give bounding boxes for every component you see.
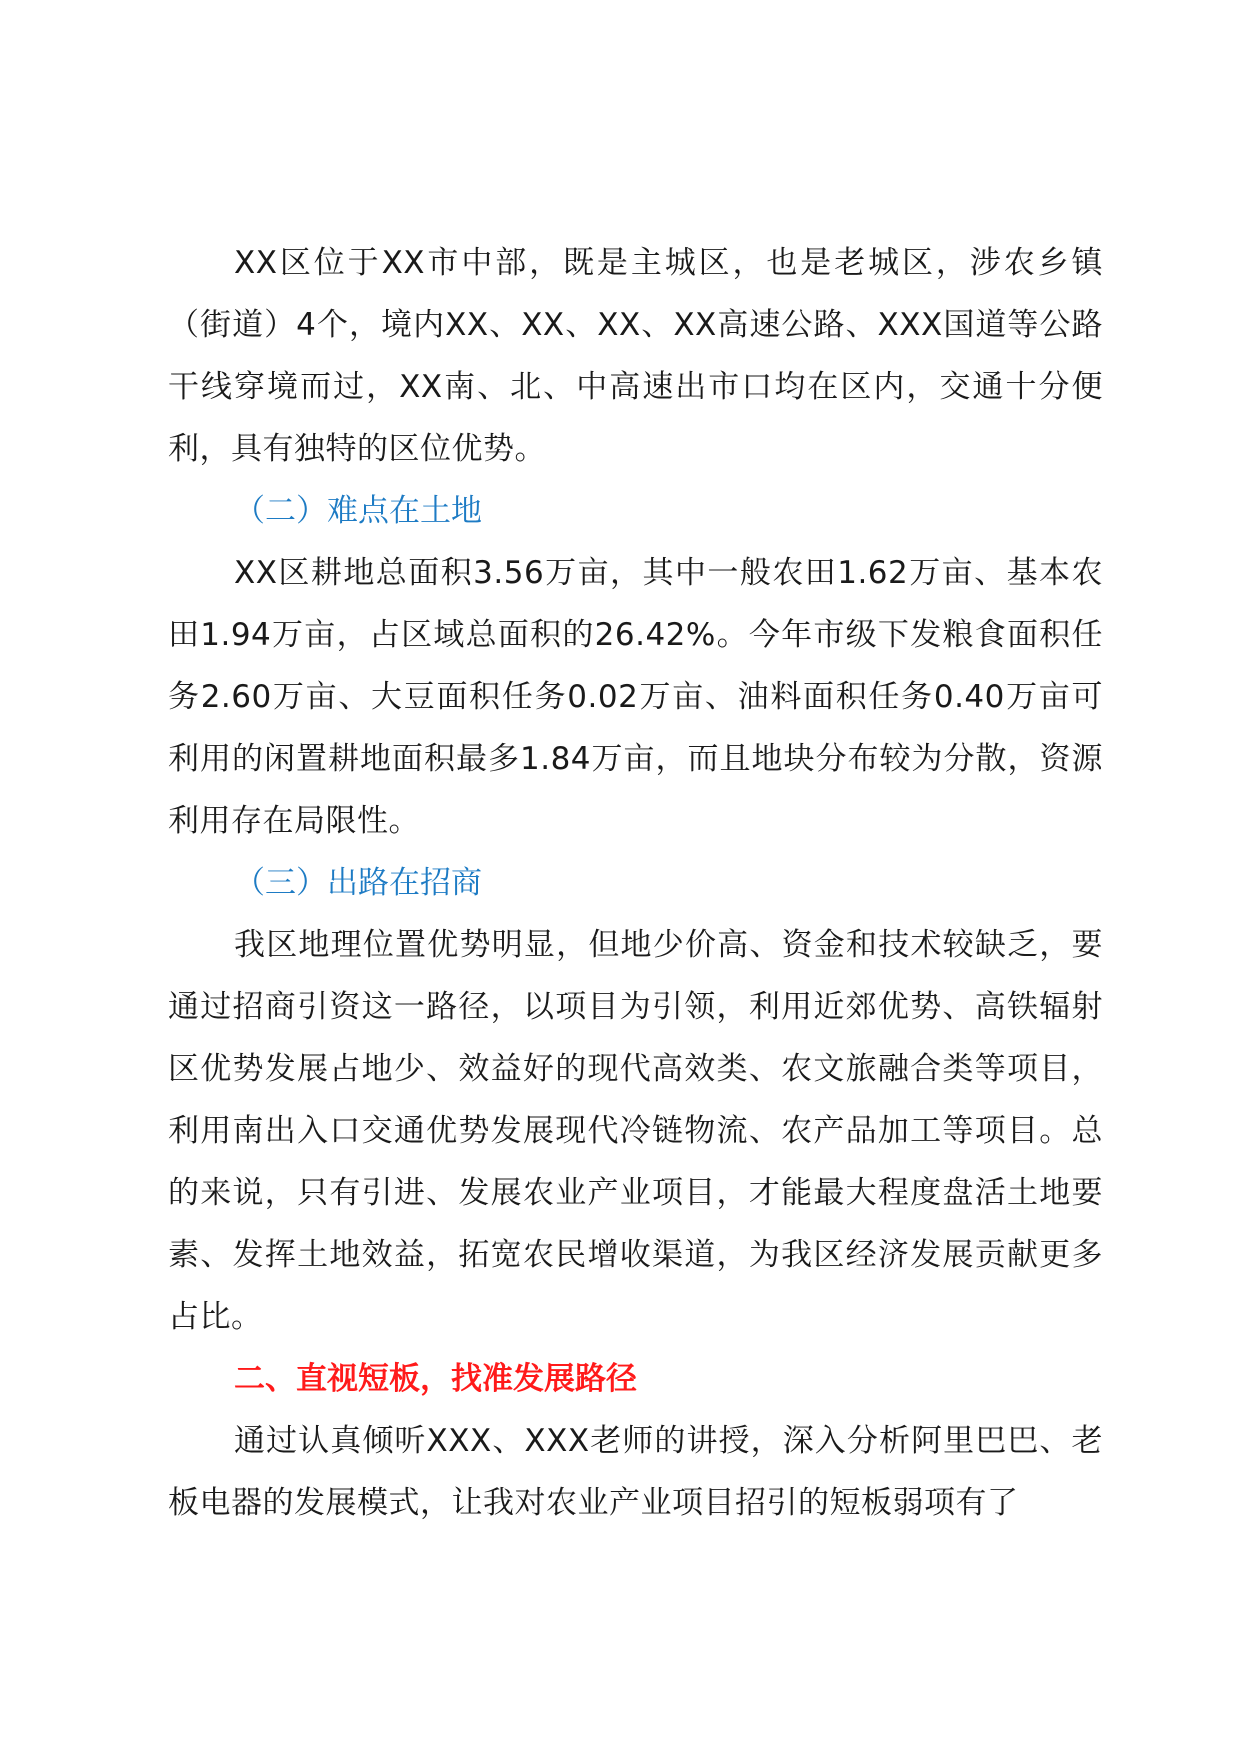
section-heading-shortcomings: 二、直视短板，找准发展路径	[234, 1361, 637, 1397]
subheading-investment: （三）出路在招商	[234, 865, 482, 901]
subheading-land: （二）难点在土地	[234, 493, 482, 529]
document-body	[168, 232, 1103, 1534]
paragraph-shortcomings: 通过认真倾听XXX、XXX老师的讲授，深入分析阿里巴巴、老板电器的发展模式，让我对农业产业项目招引的短板弱项有了	[168, 1423, 1103, 1521]
paragraph-land: XX区耕地总面积3.56万亩，其中一般农田1.62万亩、基本农田1.94万亩，占区域总面积的26.42%。今年市级下发粮食面积任务2.60万亩、大豆面积任务0.02万亩、油料面积任务0.40万亩可利用的闲置耕地面积最多1.84万亩，而且地块分布较为分散，资源利用存在局限性。	[168, 555, 1103, 839]
paragraph-location: XX区位于XX市中部，既是主城区，也是老城区，涉农乡镇（街道）4个，境内XX、XX、XX、XX高速公路、XXX国道等公路干线穿境而过，XX南、北、中高速出市口均在区内，交通十分便利，具有独特的区位优势。	[168, 245, 1103, 467]
paragraph-investment: 我区地理位置优势明显，但地少价高、资金和技术较缺乏，要通过招商引资这一路径，以项目为引领，利用近郊优势、高铁辐射区优势发展占地少、效益好的现代高效类、农文旅融合类等项目，利用南出入口交通优势发展现代冷链物流、农产品加工等项目。总的来说，只有引进、发展农业产业项目，才能最大程度盘活土地要素、发挥土地效益，拓宽农民增收渠道，为我区经济发展贡献更多占比。	[168, 927, 1103, 1335]
